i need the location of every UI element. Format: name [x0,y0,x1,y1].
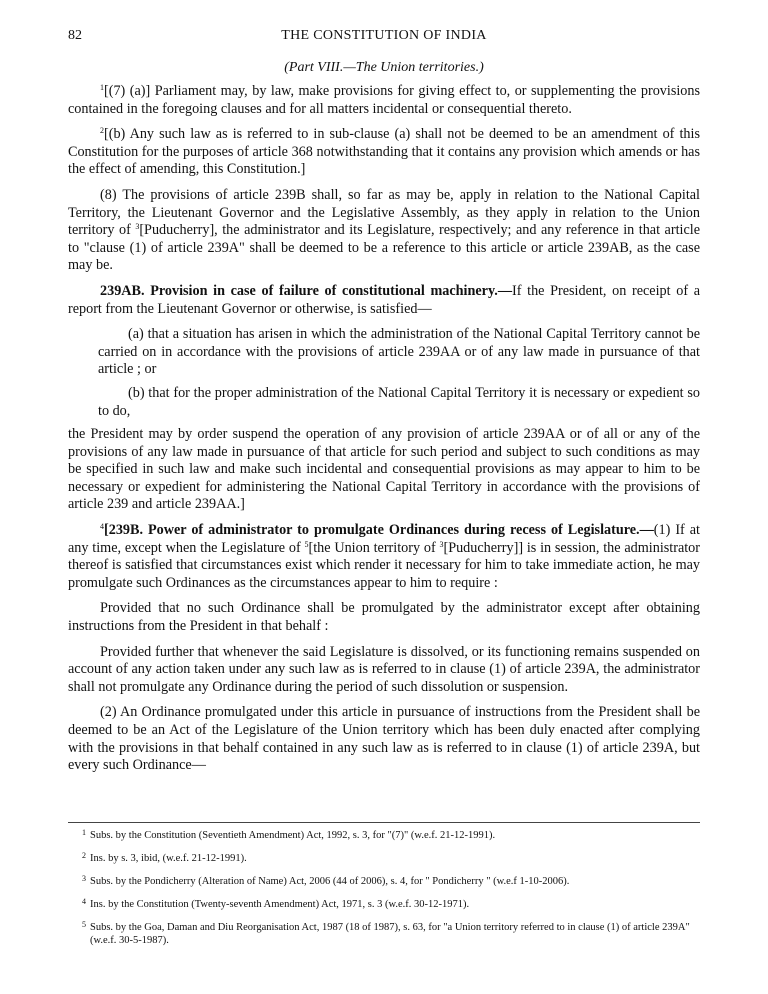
paragraph-7b: $^2$[(b) Any such law as is referred to in sub-clause (a) shall not be deemed to be an amendment of this Constitution for the purposes of article 368 notwithstanding that it contains any provision which amends or has the effect of amending, this Constitution.] [68,126,700,178]
proviso-2: Provided further that whenever the said Legislature is dissolved, or its functioning remains suspended on account of any action taken under any such law as is referred to in clause (1) of article 239A, the administrator shall not promulgate any Ordinance during the period of such dissolution or suspension. [68,643,700,695]
paragraph-7a: $^1$[(7) (a)] Parliament may, by law, make provisions for giving effect to, or supplementing the provisions contained in the foregoing clauses and for all matters incidental or consequential thereto. [68,83,700,117]
footnote-item: 2 Ins. by s. 3, ibid, (w.e.f. 21-12-1991). [82,851,247,864]
article-239ab: 239AB. Provision in case of failure of constitutional machinery.—If the President, on receipt of a report from the Lieutenant Governor or otherwise, is satisfied— [68,282,700,317]
page-number: 82 [68,28,82,43]
footnote-ref: 3 [135,222,140,232]
paragraph-president-order: the President may by order suspend the operation of any provision of article 239AA or of all or any of the provisions of any law made in pursuance of that article for such period and subject to such conditions as may be specified in such law and make such incidental and consequential provisions as may appear to him to be necessary or expedient for administering the National Capital Territory in accordance with the provisions of article 239 and article 239AA.] [68,426,700,513]
footnote-ref: 4 [100,522,104,532]
footnote-divider [68,822,700,823]
footnote-item: 4 Ins. by the Constitution (Twenty-seventh Amendment) Act, 1971, s. 3 (w.e.f. 30-12-1971). [82,897,470,910]
paragraph-8: (8) The provisions of article 239B shall, so far as may be, apply in relation to the National Capital Territory, the Lieutenant Governor and the Legislative Assembly, as they apply in relation to the Union territory of $^3$[Puducherry], the administrator and its Legislature, respectively; and any reference in that article to "clause (1) of article 239A" shall be deemed to be a reference to this article or article 239AB, as the case may be. [68,186,700,274]
footnote-ref: 3 [439,539,444,549]
clause-a: (a) that a situation has arisen in which the administration of the National Capital Territory cannot be carried on in accordance with the provisions of article 239AA or of any law made in pursuance of that article ; or [98,326,700,378]
footnotes [68,822,700,957]
article-239b: $^4$[239B. Power of administrator to promulgate Ordinances during recess of Legislature.—(1) If at any time, except when the Legislature of $^5$[the Union territory of $^3$[Puducherry]] is in session, the administrator thereof is satisfied that circumstances exist which render it necessary for him to take immediate action, he may promulgate such Ordinances as the circumstances appear to him to require : [68,522,701,591]
part-subtitle: (Part VIII.—The Union territories.) [284,60,484,75]
article-heading: [239B. Power of administrator to promulgate Ordinances during recess of Legislature.— [104,522,654,539]
paragraph-2: (2) An Ordinance promulgated under this article in pursuance of instructions from the President shall be deemed to be an Act of the Legislature of the Union territory which has been duly enacted after complying with the provisions in that behalf contained in any such law as is referred to in clause (1) of article 239A, but every such Ordinance— [68,704,700,774]
footnote-ref: 1 [100,83,104,92]
footnote-item: 5 Subs. by the Goa, Daman and Diu Reorganisation Act, 1987 (18 of 1987), s. 63, for "a Union territory referred to in clause (1) of article 239A" (w.e.f. 30-5-1987). [82,920,690,946]
footnote-item: 1 Subs. by the Constitution (Seventieth Amendment) Act, 1992, s. 3, for "(7)" (w.e.f. 21-12-1991). [82,828,496,841]
footnote-ref: 5 [304,539,309,549]
clause-b: (b) that for the proper administration of the National Capital Territory it is necessary or expedient so to do, [98,384,700,419]
page-title: THE CONSTITUTION OF INDIA [281,28,487,43]
page-header [68,28,700,46]
article-heading: 239AB. Provision in case of failure of constitutional machinery.— [100,282,513,299]
proviso-1: Provided that no such Ordinance shall be promulgated by the administrator except after obtaining instructions from the President in that behalf : [68,600,700,635]
document-body [68,83,700,783]
footnote-item: 3 Subs. by the Pondicherry (Alteration of Name) Act, 2006 (44 of 2006), s. 4, for " Pondicherry " (w.e.f 1-10-2006). [82,874,570,887]
footnote-ref: 2 [100,126,104,136]
